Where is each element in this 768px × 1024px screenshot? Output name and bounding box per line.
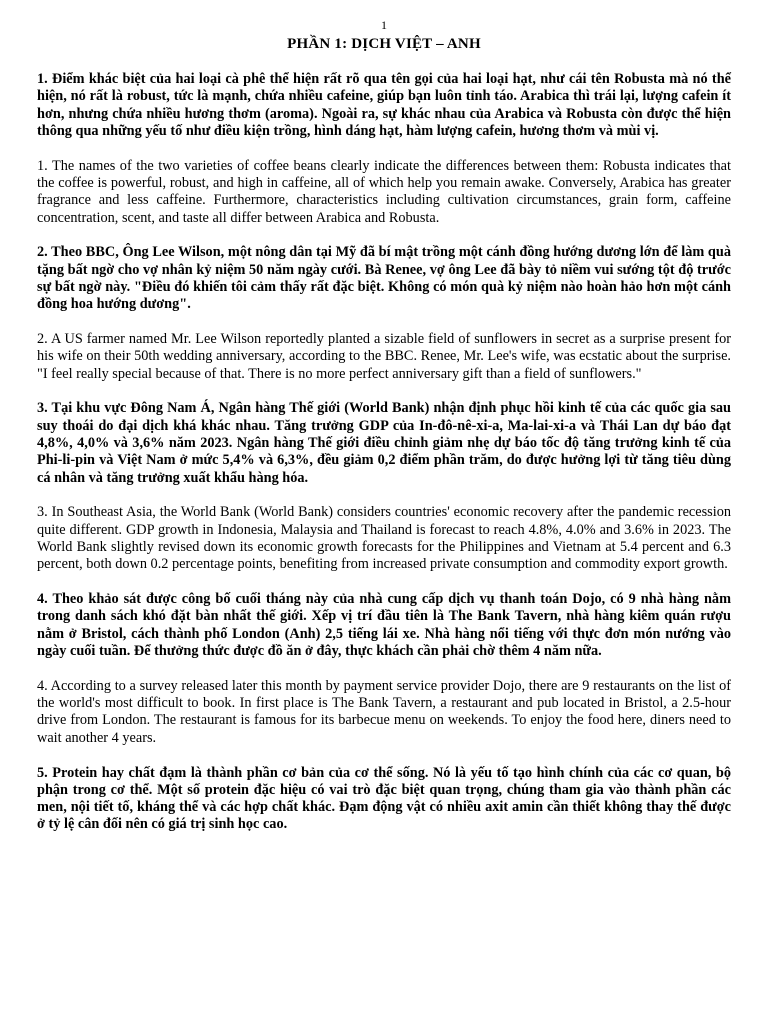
- document-body: [37, 71, 731, 834]
- paragraph-1-english: 1. The names of the two varieties of coffee beans clearly indicate the differences between them: Robusta indicates that the coffee is powerful, robust, and high in caffeine, all of which help you remain awake. Conversely, Arabica has greater fragrance and less caffeine. Furthermore, characteristics including cultivation circumstances, grain form, caffeine concentration, scent, and taste all differ between Arabica and Robusta.: [37, 157, 731, 226]
- paragraph-3-english: 3. In Southeast Asia, the World Bank (World Bank) considers countries' economic recovery after the pandemic recession quite different. GDP growth in Indonesia, Malaysia and Thailand is forecast to reach 4.8%, 4.0% and 3.6% in 2023. The World Bank slightly revised down its economic growth forecasts for the Philippines and Vietnam at 5.4 percent and 6.3 percent, both down 0.2 percentage points, benefiting from increased private consumption and commodity export growth.: [37, 504, 731, 573]
- page-title: PHẦN 1: DỊCH VIỆT – ANH: [287, 36, 481, 52]
- paragraph-2-vietnamese: 2. Theo BBC, Ông Lee Wilson, một nông dân tại Mỹ đã bí mật trồng một cánh đồng hướng dương lớn để làm quà tặng bất ngờ cho vợ nhân kỷ niệm 50 năm ngày cưới. Bà Renee, vợ ông Lee đã bày tỏ niềm vui sướng tột độ trước sự bất ngờ này. "Điều đó khiến tôi cảm thấy rất đặc biệt. Không có món quà kỷ niệm nào hoàn hảo hơn một cánh đồng hoa hướng dương".: [37, 244, 731, 313]
- paragraph-4-vietnamese: 4. Theo khảo sát được công bố cuối tháng này của nhà cung cấp dịch vụ thanh toán Dojo, có 9 nhà hàng nằm trong danh sách khó đặt bàn nhất thế giới. Xếp vị trí đầu tiên là The Bank Tavern, nhà hàng kiêm quán rượu nằm ở Bristol, cách thành phố London (Anh) 2,5 tiếng lái xe. Nhà hàng nổi tiếng với thực đơn món nướng vào ngày cuối tuần. Để thưởng thức được đồ ăn ở đây, thực khách cần phải chờ thêm 4 năm nữa.: [37, 591, 731, 660]
- page-number: 1: [381, 18, 387, 32]
- paragraph-2-english: 2. A US farmer named Mr. Lee Wilson reportedly planted a sizable field of sunflowers in secret as a surprise present for his wife on their 50th wedding anniversary, according to the BBC. Renee, Mr. Lee's wife, was ecstatic about the surprise. "I feel really special because of that. There is no more perfect anniversary gift than a field of sunflowers.": [37, 331, 731, 382]
- paragraph-4-english: 4. According to a survey released later this month by payment service provider Dojo, there are 9 restaurants on the list of the world's most difficult to book. In first place is The Bank Tavern, a restaurant and pub located in Bristol, a 2.5-hour drive from London. The restaurant is famous for its barbecue menu on weekends. To enjoy the food here, diners need to wait another 4 years.: [37, 677, 731, 746]
- paragraph-5-vietnamese: 5. Protein hay chất đạm là thành phần cơ bản của cơ thể sống. Nó là yếu tố tạo hình chính của các cơ quan, bộ phận trong cơ thể. Một số protein đặc hiệu có vai trò đặc biệt quan trọng, chúng tham gia vào thành phần các men, nội tiết tố, kháng thể và các hợp chất khác. Đạm động vật có nhiều axit amin cần thiết không thay thế được ở tỷ lệ cân đối nên có giá trị sinh học cao.: [37, 764, 731, 833]
- paragraph-1-vietnamese: 1. Điểm khác biệt của hai loại cà phê thể hiện rất rõ qua tên gọi của hai loại hạt, như cái tên Robusta mà nó thể hiện, nó rất là robust, tức là mạnh, chứa nhiều cafeine, giúp bạn luôn tỉnh táo. Arabica thì trái lại, lượng cafein ít hơn, nhưng chứa nhiều hương thơm (aroma). Ngoài ra, sự khác nhau của Arabica và Robusta còn được thể hiện thông qua những yếu tố như điều kiện trồng, hình dáng hạt, hàm lượng cafein, hương thơm và mùi vị.: [37, 71, 731, 139]
- paragraph-3-vietnamese: 3. Tại khu vực Đông Nam Á, Ngân hàng Thế giới (World Bank) nhận định phục hồi kinh tế của các quốc gia sau suy thoái do đại dịch khá khác nhau. Tăng trưởng GDP của In-đô-nê-xi-a, Ma-lai-xi-a và Thái Lan dự báo đạt 4,8%, 4,0% và 3,6% năm 2023. Ngân hàng Thế giới điều chỉnh giảm nhẹ dự báo tốc độ tăng trưởng kinh tế của Phi-li-pin và Việt Nam ở mức 5,4% và 6,3%, đều giảm 0,2 điểm phần trăm, do được hưởng lợi từ tăng tiêu dùng cá nhân và tăng trưởng xuất khẩu hàng hóa.: [37, 400, 731, 486]
